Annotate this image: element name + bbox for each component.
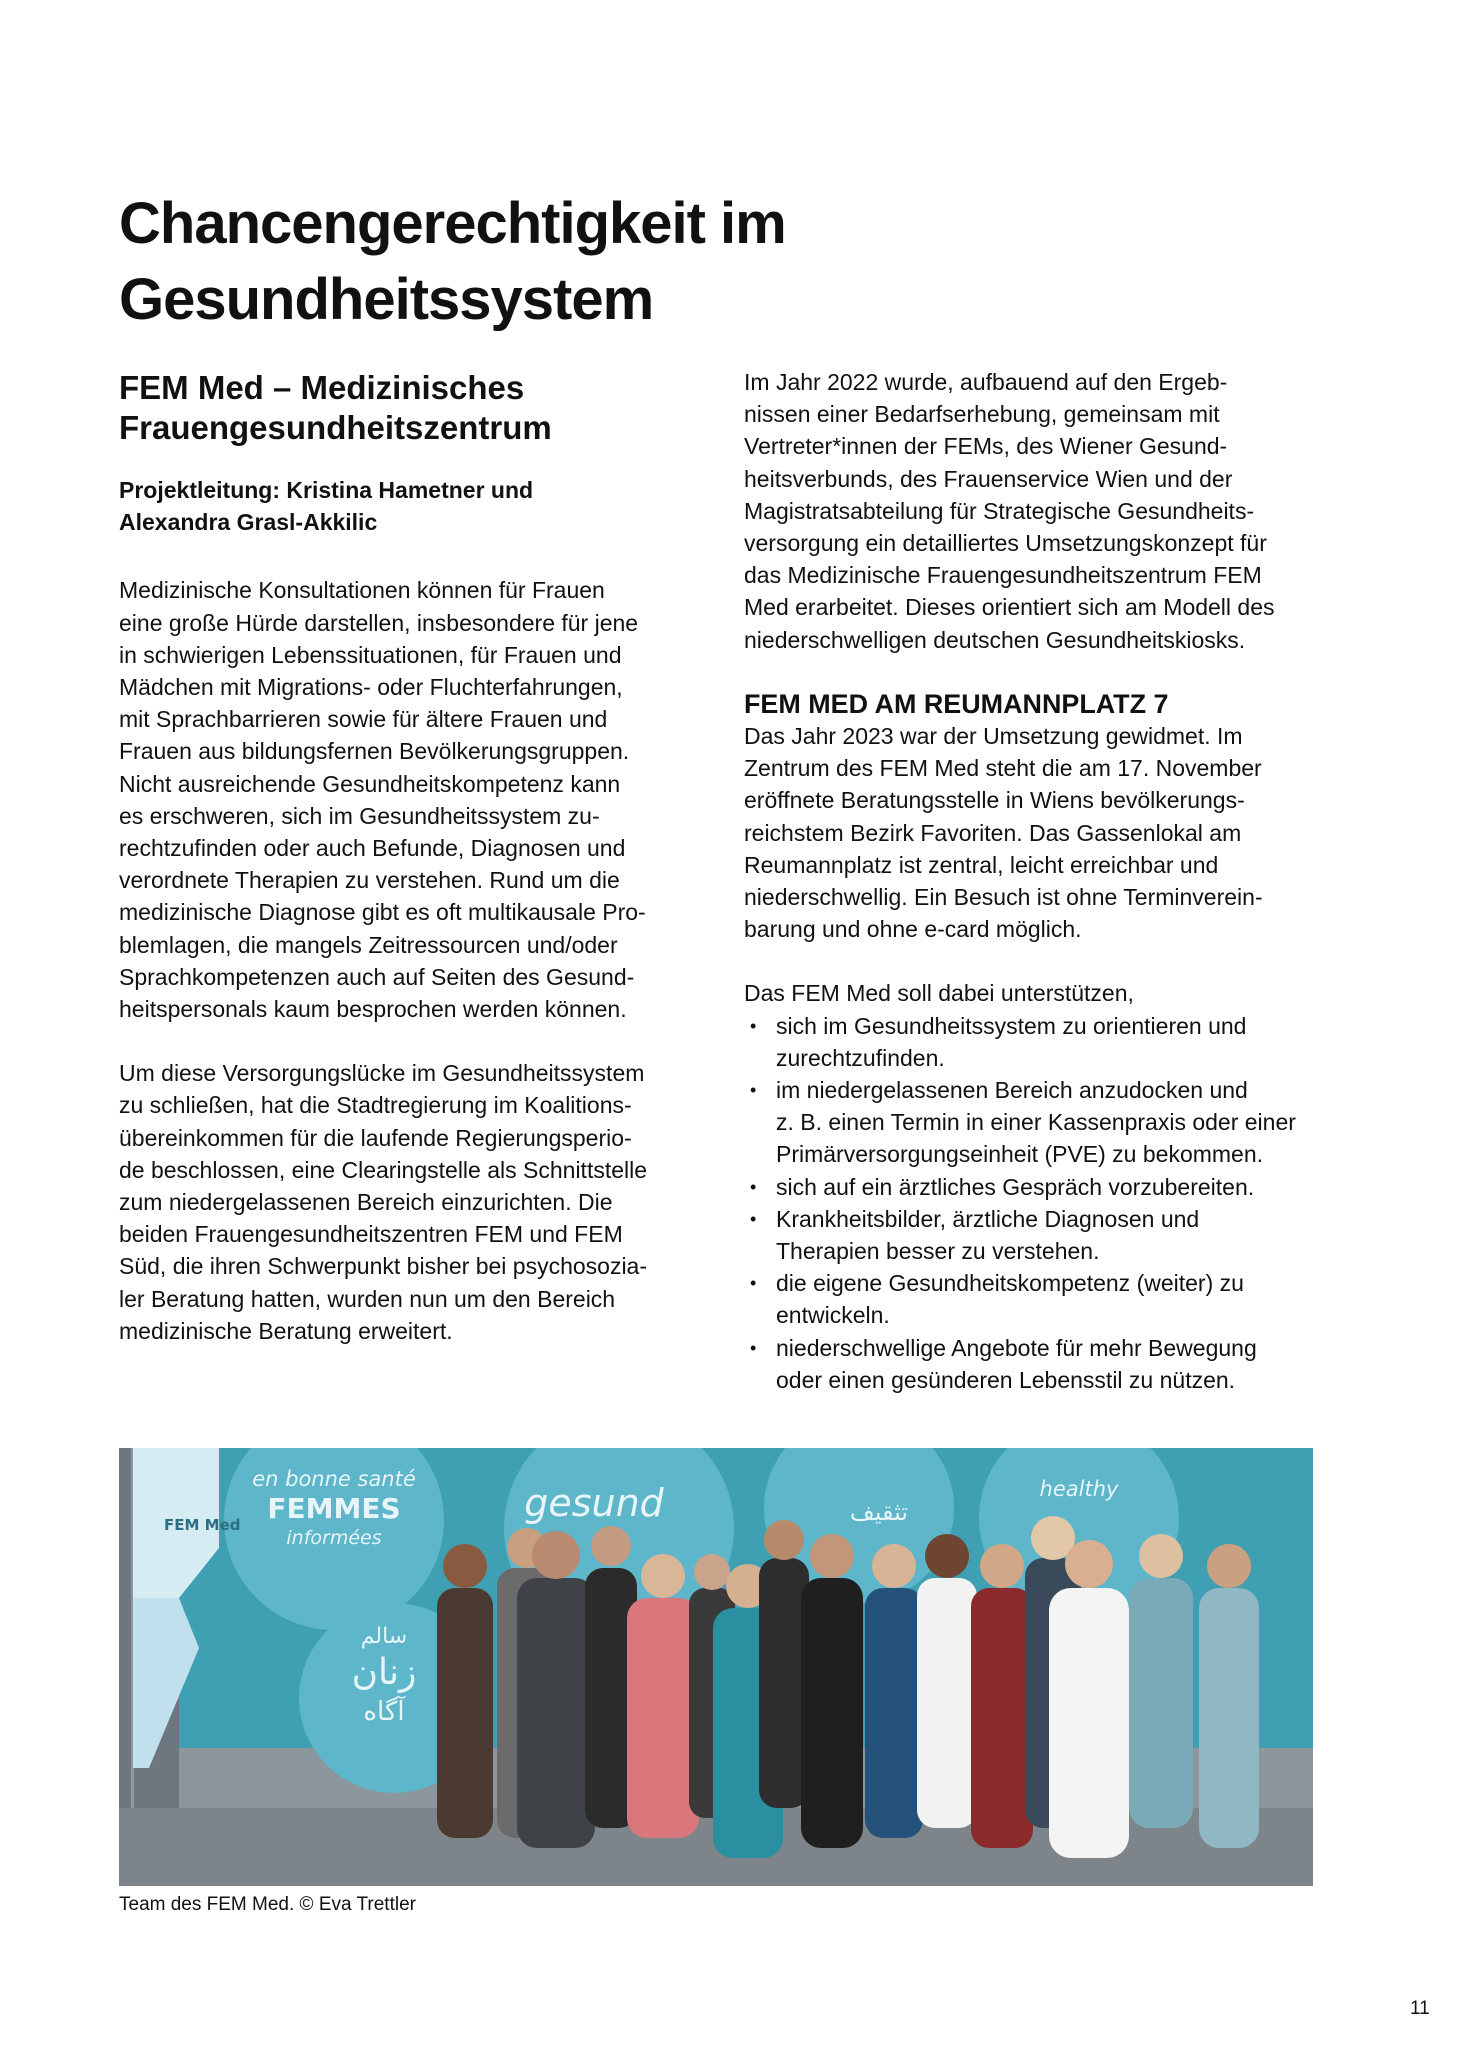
subtitle-line: FEM Med – Medizinisches <box>119 369 525 406</box>
text-line: Das FEM Med soll dabei unterstützen, <box>744 980 1134 1007</box>
text-line: beiden Frauengesundheitszentren FEM und FEM <box>119 1221 623 1248</box>
person-head <box>872 1544 916 1588</box>
list-item-line: oder einen gesünderen Lebensstil zu nützen. <box>776 1366 1236 1393</box>
person <box>517 1578 595 1848</box>
person <box>971 1588 1033 1848</box>
person-head <box>764 1520 804 1560</box>
text-line: Frauen aus bildungsfernen Bevölkerungsgruppen. <box>119 738 630 765</box>
text-line: heitsverbunds, des Frauenservice Wien und der <box>744 465 1233 492</box>
text-line: Medizinische Konsultationen können für Frauen <box>119 577 605 604</box>
person-head <box>591 1526 631 1566</box>
text-line: versorgung ein detailliertes Umsetzungskonzept für <box>744 530 1267 557</box>
person <box>1129 1578 1193 1828</box>
right-paragraph-2 <box>744 720 1334 945</box>
person-head <box>1207 1544 1251 1588</box>
text-line: Sprachkompetenzen auch auf Seiten des Gesund- <box>119 963 635 990</box>
person-head <box>810 1534 854 1578</box>
window-text: آگاه <box>363 1697 405 1727</box>
person-head <box>925 1534 969 1578</box>
text-line: übereinkommen für die laufende Regierungsperio- <box>119 1124 632 1151</box>
text-line: ler Beratung hatten, wurden nun um den Bereich <box>119 1285 616 1312</box>
text-line: rechtzufinden oder auch Befunde, Diagnosen und <box>119 835 626 862</box>
text-line: Vertreter*innen der FEMs, des Wiener Gesund- <box>744 433 1228 460</box>
text-line: Mädchen mit Migrations- oder Fluchterfahrungen, <box>119 674 623 701</box>
list-item-line: Therapien besser zu verstehen. <box>776 1238 1100 1265</box>
person <box>437 1588 493 1838</box>
text-line: verordnete Therapien zu verstehen. Rund um die <box>119 867 620 894</box>
list-item-line: Primärversorgungseinheit (PVE) zu bekommen. <box>776 1141 1264 1168</box>
person <box>627 1598 699 1838</box>
list-item-line: • niederschwellige Angebote für mehr Bewegung <box>776 1334 1257 1361</box>
person <box>917 1578 977 1828</box>
right-column <box>744 366 1334 1396</box>
list-item-line: • die eigene Gesundheitskompetenz (weiter) zu <box>776 1270 1244 1297</box>
support-list <box>744 1010 1334 1396</box>
list-item <box>744 1267 1334 1331</box>
left-paragraph-2 <box>119 1057 694 1347</box>
person <box>1199 1588 1259 1848</box>
person <box>865 1588 923 1838</box>
team-photo-illustration <box>119 1448 1313 1886</box>
text-line: eine große Hürde darstellen, insbesondere für jene <box>119 609 639 636</box>
person-head <box>1139 1534 1183 1578</box>
page-number: 11 <box>1410 1998 1430 2019</box>
right-paragraph-1 <box>744 366 1334 656</box>
text-line: de beschlossen, eine Clearingstelle als Schnittstelle <box>119 1156 648 1183</box>
window-text: سالم <box>360 1624 408 1649</box>
subtitle <box>119 368 694 448</box>
text-line: heitspersonals kaum besprochen werden können. <box>119 996 627 1023</box>
text-line: reichstem Bezirk Favoriten. Das Gassenlokal am <box>744 819 1242 846</box>
person <box>1049 1588 1129 1858</box>
window-text: زنان <box>351 1652 417 1693</box>
lead-line: Projektleitung: Kristina Hametner und <box>119 477 534 503</box>
banner-logo: FEM Med <box>164 1516 241 1534</box>
text-line: Med erarbeitet. Dieses orientiert sich am Modell des <box>744 594 1275 621</box>
left-column <box>119 368 694 1347</box>
text-line: niederschwellig. Ein Besuch ist ohne Terminverein- <box>744 884 1263 911</box>
text-line: barung und ohne e-card möglich. <box>744 916 1082 943</box>
list-item <box>744 1332 1334 1396</box>
window-text: gesund <box>524 1481 664 1525</box>
list-item-line: • sich im Gesundheitssystem zu orientieren und <box>776 1012 1247 1039</box>
list-item <box>744 1074 1334 1171</box>
list-item-line: zurechtzufinden. <box>776 1044 945 1071</box>
text-line: Magistratsabteilung für Strategische Gesundheits- <box>744 497 1255 524</box>
text-line: Nicht ausreichende Gesundheitskompetenz kann <box>119 770 621 797</box>
list-item-line: • Krankheitsbilder, ärztliche Diagnosen und <box>776 1205 1200 1232</box>
window-text: FEMMES <box>267 1492 401 1525</box>
text-line: Um diese Versorgungslücke im Gesundheitssystem <box>119 1060 645 1087</box>
text-line: zu schließen, hat die Stadtregierung im Koalitions- <box>119 1092 632 1119</box>
page-title <box>119 186 1019 338</box>
left-paragraph-1 <box>119 574 694 1025</box>
list-intro <box>744 977 1334 1009</box>
text-line: blemlagen, die mangels Zeitressourcen und/oder <box>119 931 618 958</box>
text-line: in schwierigen Lebenssituationen, für Frauen und <box>119 641 622 668</box>
text-line: eröffnete Beratungsstelle in Wiens bevölkerungs- <box>744 787 1245 814</box>
text-line: Das Jahr 2023 war der Umsetzung gewidmet. Im <box>744 723 1243 750</box>
list-item-line: • sich auf ein ärztliches Gespräch vorzubereiten. <box>776 1173 1255 1200</box>
title-line: Gesundheitssystem <box>119 267 654 332</box>
person-head <box>641 1554 685 1598</box>
section-heading: FEM MED AM REUMANNPLATZ 7 <box>744 688 1169 719</box>
list-item <box>744 1010 1334 1074</box>
person-head <box>694 1554 730 1590</box>
person <box>801 1578 863 1848</box>
person-head <box>980 1544 1024 1588</box>
window-text: informées <box>286 1527 382 1549</box>
list-item <box>744 1203 1334 1267</box>
person-head <box>1065 1540 1113 1588</box>
text-line: Reumannplatz ist zentral, leicht erreichbar und <box>744 851 1219 878</box>
subtitle-line: Frauengesundheitszentrum <box>119 409 552 446</box>
text-line: niederschwelligen deutschen Gesundheitskiosks. <box>744 626 1246 653</box>
text-line: es erschweren, sich im Gesundheitssystem zu- <box>119 802 600 829</box>
text-line: Süd, die ihren Schwerpunkt bisher bei psychosozia- <box>119 1253 648 1280</box>
list-item <box>744 1171 1334 1203</box>
list-item-line: • im niedergelassenen Bereich anzudocken und <box>776 1077 1248 1104</box>
text-line: zum niedergelassenen Bereich einzurichten. Die <box>119 1189 613 1216</box>
text-line: medizinische Diagnose gibt es oft multikausale Pro- <box>119 899 646 926</box>
team-photo <box>119 1448 1313 1886</box>
text-line: nissen einer Bedarfserhebung, gemeinsam mit <box>744 401 1220 428</box>
window-text: en bonne santé <box>252 1467 416 1491</box>
project-lead <box>119 474 694 538</box>
person-head <box>443 1544 487 1588</box>
person-head <box>532 1531 580 1579</box>
lead-line: Alexandra Grasl-Akkilic <box>119 509 378 536</box>
text-line: mit Sprachbarrieren sowie für ältere Frauen und <box>119 706 608 733</box>
list-item-line: entwickeln. <box>776 1302 890 1329</box>
title-line: Chancengerechtigkeit im <box>119 191 786 256</box>
photo-caption: Team des FEM Med. © Eva Trettler <box>119 1894 416 1915</box>
window-text: تثقيف <box>849 1498 909 1526</box>
window-text: healthy <box>1039 1477 1119 1501</box>
text-line: Im Jahr 2022 wurde, aufbauend auf den Ergeb- <box>744 369 1228 395</box>
list-item-line: z. B. einen Termin in einer Kassenpraxis oder einer <box>776 1109 1296 1136</box>
text-line: Zentrum des FEM Med steht die am 17. November <box>744 755 1262 782</box>
text-line: das Medizinische Frauengesundheitszentrum FEM <box>744 562 1262 589</box>
text-line: medizinische Beratung erweitert. <box>119 1317 453 1344</box>
